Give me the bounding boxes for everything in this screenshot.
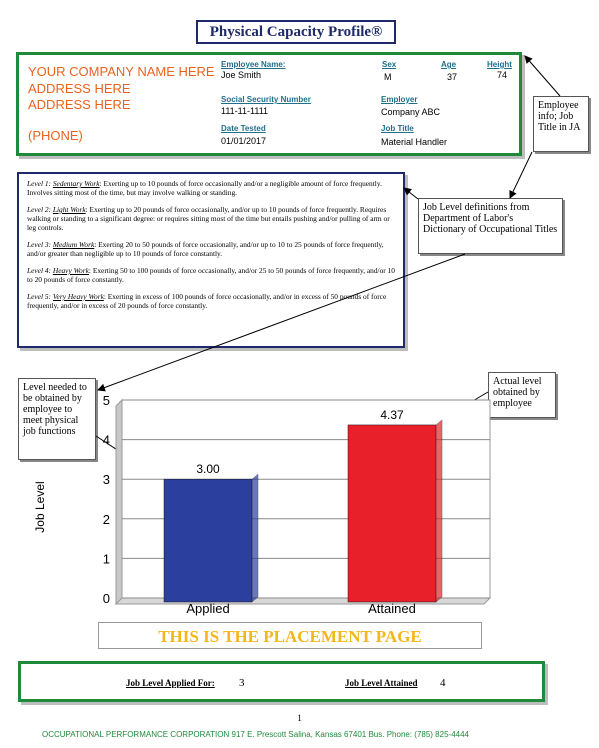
bar-value-label: 4.37 [380,407,404,422]
level-prefix: Level 2: [27,205,53,214]
bar-side-attained [436,420,442,602]
chart-side-wall [116,400,122,604]
level-description: : Exerting 50 to 100 pounds of force occasionally, and/or 25 to 50 pounds of force frequently, and/or 10 to 20 pounds of force constantly. [27,266,396,284]
level-description: : Exerting 20 to 50 pounds of force occasionally, and/or up to 10 to 25 pounds of force frequently, and/or greater than negligible up to 10 pounds of force constantly. [27,240,384,258]
level-prefix: Level 3: [27,240,53,249]
y-tick-label: 1 [102,551,110,567]
employer-label: Employer [381,95,418,104]
employer-value: Company ABC [381,107,441,117]
level-description: : Exerting up to 10 pounds of force occasionally and/or a negligible amount of force frequently. Involves sitting most of the time, but may involve walking or standing. [27,179,382,197]
level-description: : Exerting up to 20 pounds of force occasionally, and/or up to 10 pounds of force frequently. Requires walking or standing to a significant degree: or requires sitting most of the time but entails pushing and/or pulling of arm or leg controls. [27,205,390,232]
bar-attained [348,425,436,602]
y-tick-label: 5 [102,393,110,408]
height-value: 74 [497,70,508,80]
level-prefix: Level 5: [27,292,53,301]
bar-value-label: 3.00 [196,462,220,477]
ssn-value: 111-11-1111 [221,106,269,116]
level-name: Sedentary Work [52,179,100,188]
company-phone: (PHONE) [28,128,83,143]
arrow-from-employee-callout [510,152,532,198]
company-address-1: ADDRESS HERE [28,81,131,96]
job-level-chart [0,380,599,620]
placement-banner: THIS IS THE PLACEMENT PAGE [98,622,482,649]
y-tick-label: 2 [102,511,110,527]
callout-job-level-definitions: Job Level definitions from Department of Labor's Dictionary of Occupational Titles [418,198,563,254]
arrow-to-header [525,56,560,96]
employee-name-value: Joe Smith [221,70,262,80]
level-prefix: Level 4: [27,266,53,275]
y-tick-label: 3 [102,472,110,488]
date-tested-value: 01/01/2017 [221,136,267,146]
age-label: Age [441,60,457,69]
y-tick-label: 0 [102,591,110,606]
level-prefix: Level 1: [27,179,53,188]
sex-label: Sex [382,60,397,69]
arrow-to-levels-box [404,188,418,199]
job-title-label: Job Title [381,124,414,133]
applied-for-label: Job Level Applied For: [126,678,215,688]
y-tick-label: 4 [102,432,110,448]
employee-name-label: Employee Name: [221,60,286,69]
y-axis-label: Job Level [33,481,47,533]
arrow-to-level-needed [98,254,465,390]
job-level-summary-box [18,661,545,702]
bar-applied [164,479,252,602]
attained-label: Job Level Attained [345,678,418,688]
callout-employee-info: Employee info; Job Title in JA [533,96,589,152]
height-label: Height [487,60,512,69]
sex-value: M [384,72,392,82]
x-category-label: Attained [368,601,416,616]
bar-side-applied [252,474,258,602]
corporation-footer: OCCUPATIONAL PERFORMANCE CORPORATION 917 E. Prescott Salina, Kansas 67401 Bus. Phone: (785) 825-4444 [42,730,469,739]
callout-actual-level: Actual level obtained by employee [488,372,556,418]
company-name: YOUR COMPANY NAME HERE [28,64,215,79]
level-description: : Exerting in excess of 100 pounds of force occasionally, and/or in excess of 50 pounds of force frequently, and/or in excess of 20 pounds of force constantly. [27,292,387,310]
page-title: Physical Capacity Profile® [196,20,396,44]
date-tested-label: Date Tested [221,124,266,133]
level-name: Light Work [52,205,86,214]
level-name: Medium Work [52,240,95,249]
job-title-value: Material Handler [381,137,448,147]
company-address-2: ADDRESS HERE [28,97,131,112]
level-name: Heavy Work [52,266,89,275]
page-number: 1 [297,713,302,723]
callout-level-needed: Level needed to be obtained by employee to meet physical job functions [18,378,96,460]
applied-for-value: 3 [239,677,245,689]
x-category-label: Applied [186,601,230,616]
level-name: Very Heavy Work [52,292,104,301]
age-value: 37 [447,72,458,82]
attained-value: 4 [440,677,446,689]
ssn-label: Social Security Number [221,95,311,104]
